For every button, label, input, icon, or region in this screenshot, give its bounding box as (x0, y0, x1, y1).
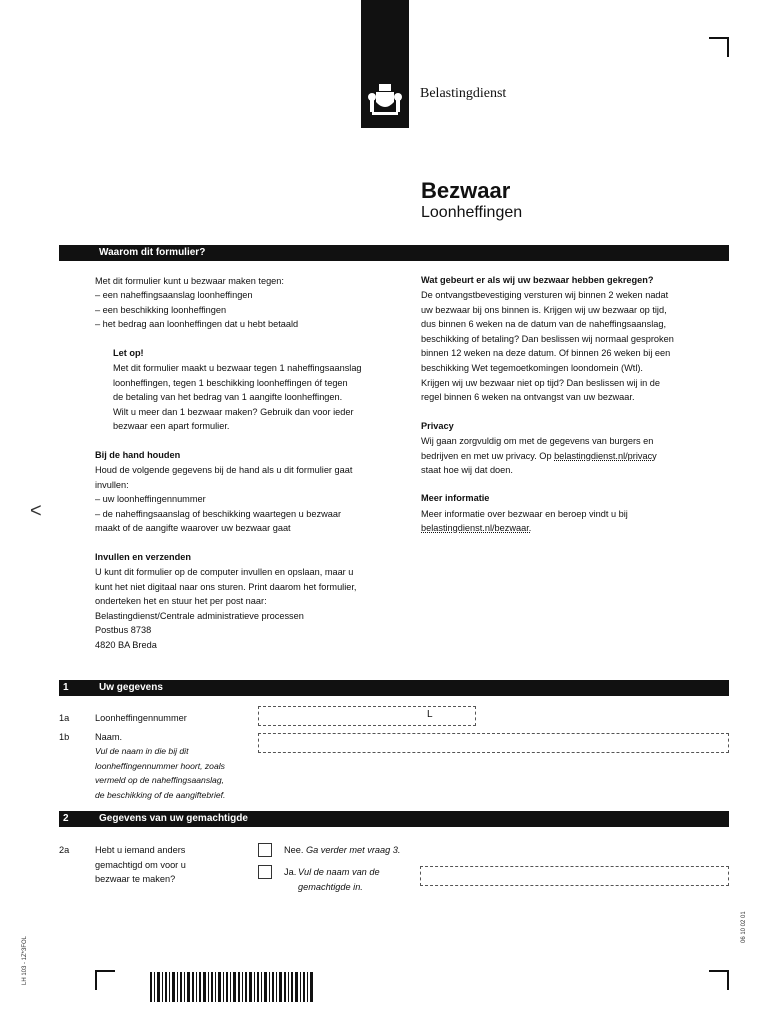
corner-mark-bottom-right (709, 970, 729, 990)
section-label: Waarom dit formulier? (99, 247, 206, 258)
question-label: Loonheffingennummer (95, 713, 187, 723)
meer-heading: Meer informatie (421, 493, 490, 503)
question-number: 2a (59, 845, 70, 855)
section-label: Uw gegevens (99, 682, 163, 693)
meer-body: Meer informatie over bezwaar en beroep vindt u bij (421, 509, 628, 519)
privacy-heading: Privacy (421, 421, 454, 431)
gemachtigde-naam-field[interactable] (420, 866, 729, 886)
section-bar-2 (59, 811, 729, 827)
corner-mark-top-right (709, 37, 729, 57)
form-code: LH 103 - 1Z*3FOL (22, 935, 28, 985)
ja-checkbox[interactable] (258, 865, 272, 879)
section-label: Gegevens van uw gemachtigde (99, 813, 248, 824)
corner-mark-bottom-left (95, 970, 115, 990)
wat-body: De ontvangstbevestiging versturen wij binnen 2 weken nadat uw bezwaar bij ons binnen is. Krijgen wij uw bezwaar op tijd, dus binnen 6 weken na de datum van de naheffingsaanslag, beschikking of betaling? Dan beslissen wij normaal gesproken binnen 12 weken na deze datum. Of binnen 26 weken bij een beschikking Wet tegemoetkomingen loondomein (Wtl). Krijgen wij uw bezwaar niet op tijd? Dan beslissen wij in de regel binnen 6 weken na ontvangst van uw bezwaar. (421, 290, 674, 403)
brand-name: Belastingdienst (420, 86, 507, 101)
loonheffingennummer-field[interactable] (258, 706, 476, 726)
privacy-body (421, 434, 657, 463)
crest-icon (366, 80, 404, 118)
ja-label: Ja. (284, 867, 297, 877)
bij-body: Houd de volgende gegevens bij de hand als u dit formulier gaat invullen: – uw loonheffingennummer – de naheffingsaanslag of beschikking waartegen u bezwaar maakt of de aangifte waarover uw bezwaar gaat (95, 465, 353, 534)
question-label: Naam. (95, 732, 123, 742)
bij-heading: Bij de hand houden (95, 450, 181, 460)
invullen-body: U kunt dit formulier op de computer invullen en opslaan, maar u kunt het niet digitaal naar ons sturen. Print daarom het formulier, onderteken het en stuur het per post naar: Belastingdienst/Centrale administratieve processen Postbus 8738 4820 BA Breda (95, 567, 357, 650)
nee-checkbox[interactable] (258, 843, 272, 857)
question-hint: Vul de naam in die bij dit loonheffingennummer hoort, zoals vermeld op de naheffingsaanslag, de beschikking of de aangiftebrief. (95, 746, 226, 800)
invullen-heading: Invullen en verzenden (95, 552, 191, 562)
intro-list-item: – een naheffingsaanslag loonheffingen (95, 290, 253, 300)
fixed-char: L (427, 709, 433, 720)
intro-paragraph: Met dit formulier kunt u bezwaar maken tegen: (95, 276, 284, 286)
wat-heading: Wat gebeurt er als wij uw bezwaar hebben gekregen? (421, 275, 654, 285)
question-number: 1a (59, 713, 70, 723)
section-number: 1 (63, 682, 69, 693)
section-bar-1 (59, 680, 729, 696)
privacy-text: Wij gaan zorgvuldig om met de gegevens van burgers en bedrijven en met uw privacy. Op (421, 436, 654, 461)
intro-list-item: – het bedrag aan loonheffingen dat u hebt betaald (95, 319, 299, 329)
version-code: 06 10 02 01 (741, 911, 747, 943)
section-bar-intro (59, 245, 729, 261)
nee-label: Nee. (284, 845, 304, 855)
page-subtitle: Loonheffingen (421, 204, 523, 221)
letop-body: Met dit formulier maakt u bezwaar tegen 1 naheffingsaanslag loonheffingen, tegen 1 beschikking loonheffingen óf tegen de betaling van het bedrag van 1 aangifte loonheffingen. Wilt u meer dan 1 bezwaar maken? Gebruik dan voor ieder bezwaar een apart formulier. (113, 363, 362, 432)
page-title: Bezwaar (421, 178, 511, 203)
privacy-tail: staat hoe wij dat doen. (421, 465, 513, 475)
ja-hint: Vul de naam van de gemachtigde in. (298, 867, 380, 892)
nee-option (284, 843, 400, 858)
intro-list-item: – een beschikking loonheffingen (95, 305, 227, 315)
nee-hint: Ga verder met vraag 3. (305, 845, 401, 855)
section-number: 2 (63, 813, 69, 824)
bezwaar-link[interactable]: belastingdienst.nl/bezwaar. (421, 523, 532, 533)
privacy-link[interactable]: belastingdienst.nl/privacy (554, 450, 657, 461)
question-label: Hebt u iemand anders gemachtigd om voor u bezwaar te maken? (95, 845, 186, 885)
naam-field[interactable] (258, 733, 729, 753)
letop-heading: Let op! (113, 348, 144, 358)
question-number: 1b (59, 732, 70, 742)
side-fold-mark: < (30, 500, 42, 522)
barcode (150, 972, 315, 1002)
